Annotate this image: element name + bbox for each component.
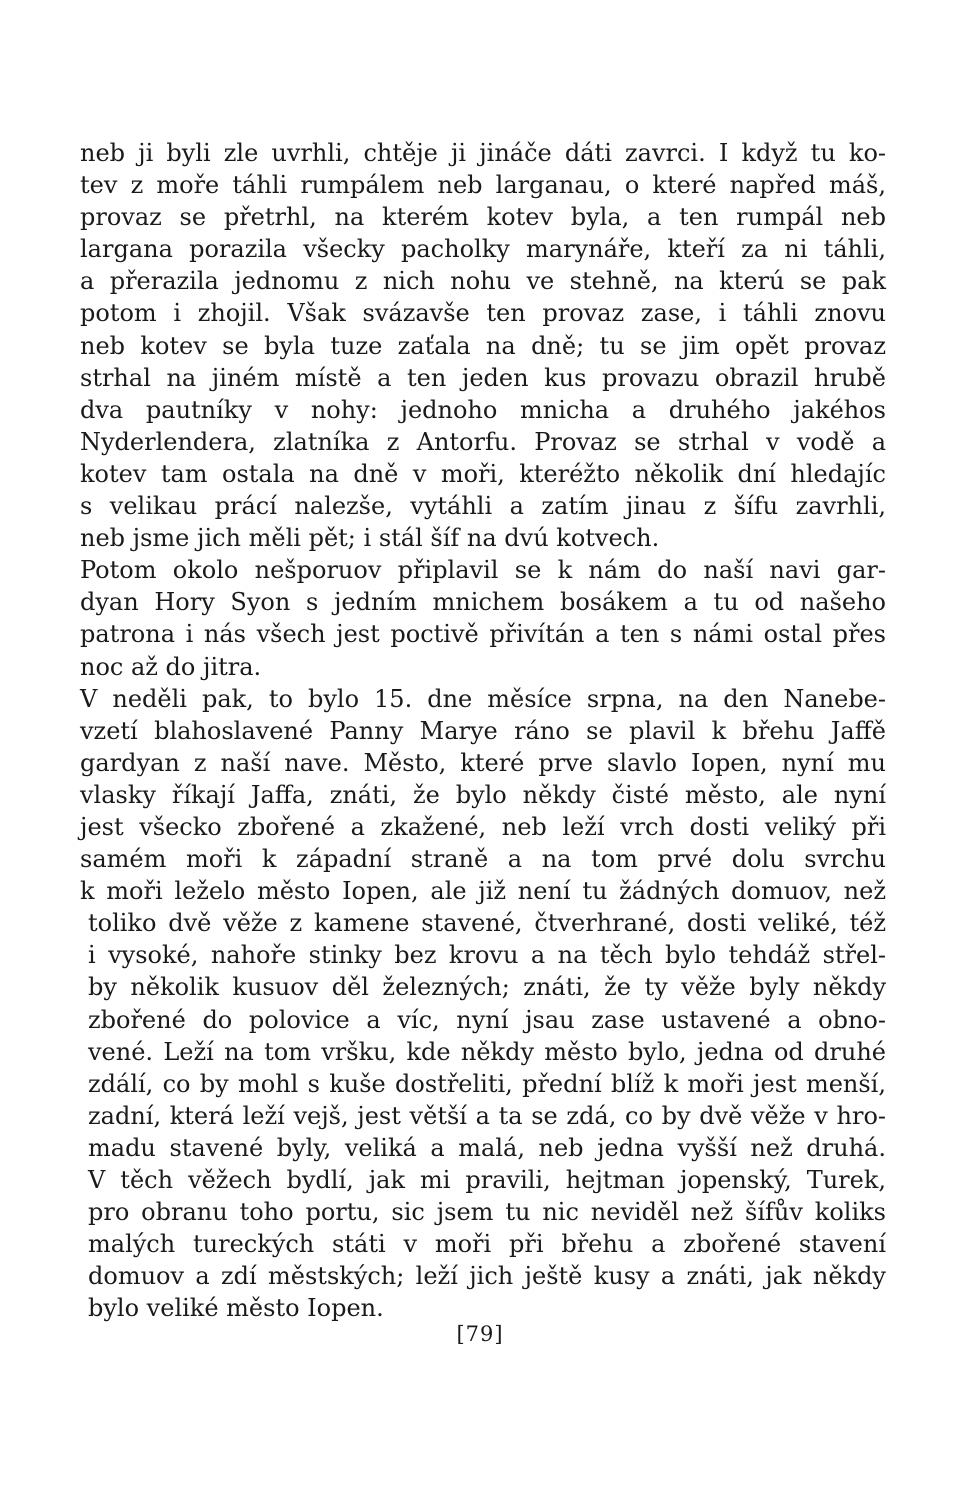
text-line: k moři leželo město Iopen, ale již není tu žádných domuov, než (80, 877, 886, 906)
text-line: s velikau prácí nalezše, vytáhli a zatím jinau z šífu zavrhli, (80, 492, 886, 521)
text-line: pro obranu toho portu, sic jsem tu nic neviděl než šífův koliks (88, 1198, 886, 1227)
text-line: tev z moře táhli rumpálem neb larganau, o které napřed máš, (80, 171, 886, 200)
text-line: dyan Hory Syon s jedním mnichem bosákem a tu od našeho (80, 588, 886, 617)
text-line: samém moři k západní straně a na tom prvé dolu svrchu (80, 845, 886, 874)
text-line: madu stavené byly, veliká a malá, neb jedna vyšší než druhá. (88, 1133, 886, 1162)
text-line: by několik kusuov děl železných; znáti, že ty věže byly někdy (88, 973, 886, 1002)
text-line: neb ji byli zle uvrhli, chtěje ji jináče dáti zavrci. I když tu ko- (80, 139, 886, 167)
text-line: bylo veliké město Iopen. (88, 1294, 384, 1323)
text-line: Potom okolo nešporuov připlavil se k nám do naší navi gar- (80, 556, 886, 585)
text-line: neb kotev se byla tuze zaťala na dně; tu se jim opět provaz (80, 331, 886, 360)
text-line: zadní, která leží vejš, jest větší a ta se zdá, co by dvě věže v hro- (88, 1101, 886, 1130)
text-line: noc až do jitra. (80, 652, 262, 681)
page-number: [79] (456, 1322, 504, 1346)
text-line: zbořené do polovice a víc, nyní jsau zase ustavené a obno- (88, 1005, 886, 1034)
text-line: jest všecko zbořené a zkažené, neb leží vrch dosti veliký při (80, 812, 886, 841)
text-line: patrona i nás všech jest poctivě přivítán a ten s námi ostal přes (80, 620, 886, 649)
text-line: i vysoké, nahoře stinky bez krovu a na těch bylo tehdáž střel- (88, 941, 886, 970)
text-line: malých tureckých státi v moři při břehu a zbořené stavení (88, 1230, 886, 1259)
text-line: toliko dvě věže z kamene stavené, čtverhrané, dosti veliké, též (88, 909, 886, 938)
text-line: largana porazila všecky pacholky marynáře, kteří za ni táhli, (80, 235, 886, 264)
text-line: neb jsme jich měli pět; i stál šíf na dvú kotvech. (80, 524, 660, 553)
text-line: vlasky říkají Jaffa, znáti, že bylo někdy čisté město, ale nyní (80, 780, 886, 809)
text-line: zdálí, co by mohl s kuše dostřeliti, přední blíž k moři jest menší, (88, 1069, 886, 1098)
text-line: V těch věžech bydlí, jak mi pravili, hejtman jopenský, Turek, (88, 1166, 886, 1194)
text-line: provaz se přetrhl, na kterém kotev byla, a ten rumpál neb (80, 203, 886, 232)
text-line: gardyan z naší nave. Město, které prve slavlo Iopen, nyní mu (80, 748, 886, 777)
text-line: vené. Leží na tom vršku, kde někdy město bylo, jedna od druhé (88, 1037, 886, 1066)
text-line: strhal na jiném místě a ten jeden kus provazu obrazil hrubě (80, 363, 886, 392)
text-line: a přerazila jednomu z nich nohu ve stehně, na kterú se pak (80, 267, 886, 296)
text-line: domuov a zdí městských; leží jich ještě kusy a znáti, jak někdy (88, 1262, 886, 1291)
text-line: vzetí blahoslavené Panny Marye ráno se plavil k břehu Jaffě (80, 716, 886, 745)
text-line: V neděli pak, to bylo 15. dne měsíce srpna, na den Nanebe- (80, 684, 886, 713)
text-line: dva pautníky v nohy: jednoho mnicha a druhého jakéhos (80, 395, 886, 424)
text-block (80, 137, 886, 1324)
text-line: kotev tam ostala na dně v moři, kteréžto několik dní hledajíc (80, 459, 886, 488)
text-line: Nyderlendera, zlatníka z Antorfu. Provaz se strhal v vodě a (80, 427, 886, 456)
text-line: potom i zhojil. Však svázavše ten provaz zase, i táhli znovu (80, 299, 886, 328)
